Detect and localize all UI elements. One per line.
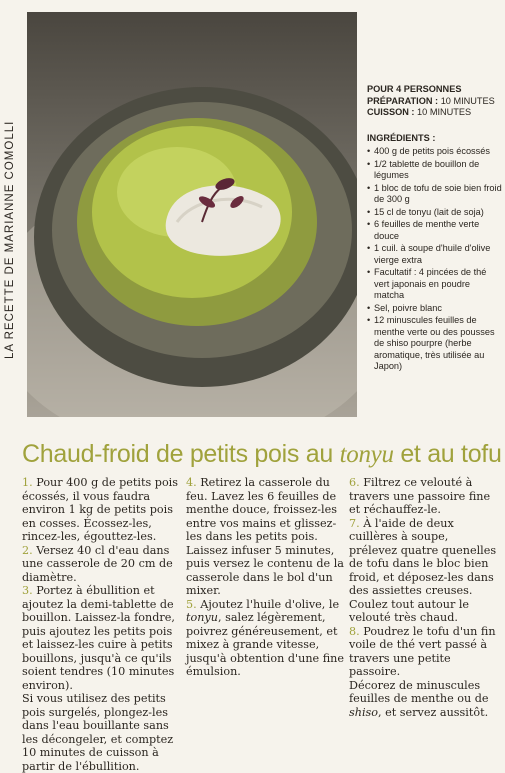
ingredients-heading: INGRÉDIENTS : [367,132,436,143]
soup-photo [27,12,357,417]
prep-time: PRÉPARATION : 10 MINUTES [367,95,495,106]
soup-bowl-illustration [27,12,357,417]
ingredient-item: • 1 cuil. à soupe d'huile d'olive vierge extra [367,243,502,266]
step-7: 7. À l'aide de deux cuillères à soupe, prélevez quatre quenelles de tofu dans le bloc bien froid, et déposez-les dans des assiettes creuses. [349,516,497,597]
recipe-info [367,84,502,374]
ingredient-item: • 1 bloc de tofu de soie bien froid de 300 g [367,183,502,206]
servings: POUR 4 PERSONNES [367,84,462,94]
cook-time: CUISSON : 10 MINUTES [367,107,472,117]
ingredient-item: • 1/2 tablette de bouillon de légumes [367,159,502,182]
ingredient-item: • Sel, poivre blanc [367,303,502,315]
recipe-author-credit: LA RECETTE DE MARIANNE COMOLLI [4,120,16,360]
step-8: 8. Poudrez le tofu d'un fin voile de thé vert passé à travers une petite passoire. [349,624,496,678]
steps-column-3 [349,476,499,719]
steps-column-1 [22,476,182,773]
ingredient-item: • 400 g de petits pois écossés [367,146,502,158]
ingredient-item: • 12 minuscules feuilles de menthe verte ou des pousses de shiso pourpre (herbe aromatique, très utilisée au Japon) [367,315,502,373]
ingredient-item: • Facultatif : 4 pincées de thé vert japonais en poudre matcha [367,267,502,302]
step-6: 6. Filtrez ce velouté à travers une passoire fine et réchauffez-le. [349,476,491,516]
step-5: 5. Ajoutez l'huile d'olive, le tonyu, salez légèrement, poivrez généreusement, et mixez à grande vitesse, jusqu'à obtention d'une fine émulsion. [186,597,344,678]
step-3: 3. Portez à ébullition et ajoutez la demi-tablette de bouillon. Laissez-la fondre, puis ajoutez les petits pois et laissez-les cuire à petits bouillons, jusqu'à ce qu'ils soient tendres (10 minutes environ). [22,584,175,692]
step-3-note: Si vous utilisez des petits pois surgelés, plongez-les dans l'eau bouillante sans les décongeler, et comptez 10 minutes de cuisson à partir de l'ébullition. [22,692,174,773]
step-7-note: Coulez tout autour le velouté très chaud. [349,597,470,624]
step-4: 4. Retirez la casserole du feu. Lavez les 6 feuilles de menthe douce, froissez-les entre vos mains et glissez-les dans les petits pois. Laissez infuser 5 minutes, puis versez le contenu de la casserole dans le bol d'un mixer. [186,476,344,597]
step-8-note: Décorez de minuscules feuilles de menthe ou de shiso, et servez aussitôt. [349,678,489,719]
steps-column-2 [186,476,346,679]
step-1: 1. Pour 400 g de petits pois écossés, il vous faudra environ 1 kg de petits pois en cosses. Écossez-les, rincez-les, égouttez-les. [22,476,178,543]
ingredients-list [367,146,502,373]
ingredient-item: • 6 feuilles de menthe verte douce [367,219,502,242]
step-2: 2. Versez 40 cl d'eau dans une casserole de 20 cm de diamètre. [22,543,173,584]
recipe-title: Chaud-froid de petits pois au tonyu et au tofu [22,440,502,468]
ingredient-item: • 15 cl de tonyu (lait de soja) [367,207,502,219]
